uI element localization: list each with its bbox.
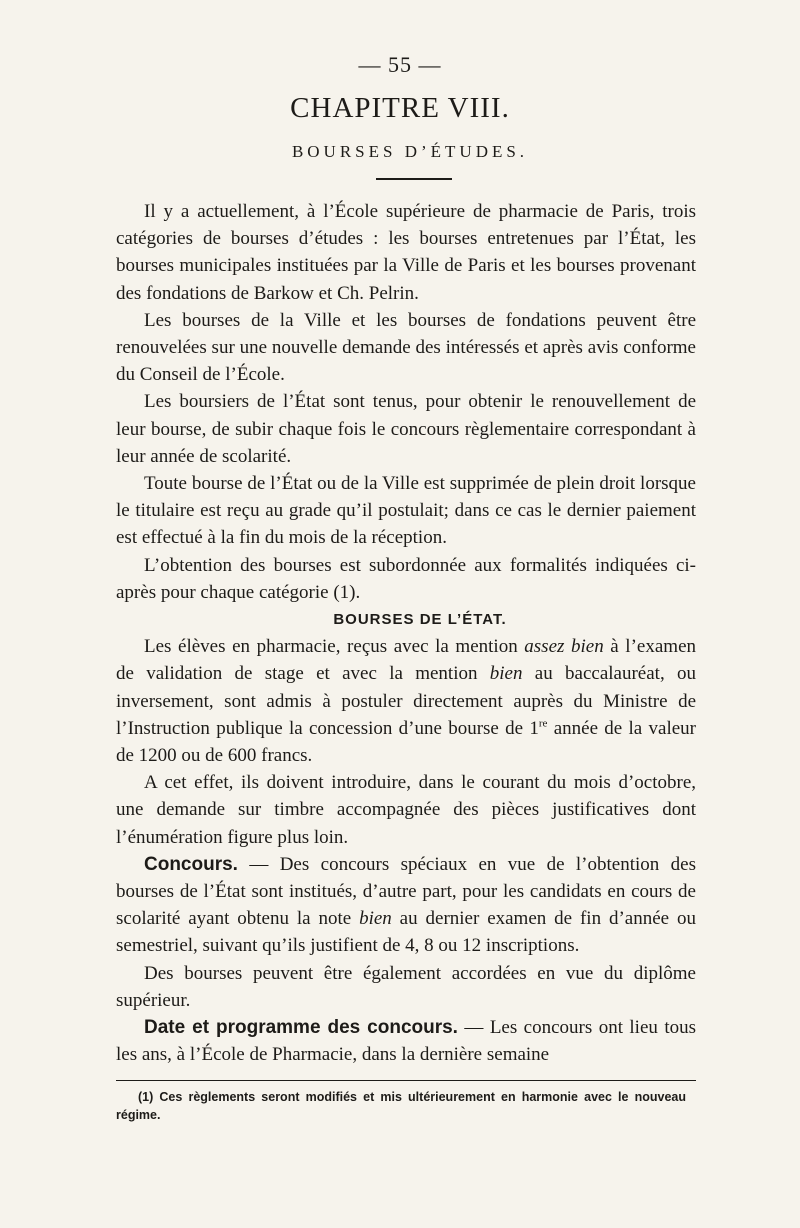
paragraph: Il y a actuellement, à l’École supérieure de pharmacie de Paris, trois catégories de bourses d’études : les bourses entretenues par l’État, les bourses municipales instituées par la Ville de Paris et les bourses provenant des fondations de Barkow et Ch. Pelrin. — [116, 201, 696, 304]
paragraph — [116, 633, 696, 769]
run-in-heading: Concours. — [144, 853, 238, 875]
run-in-heading: Date et programme des concours. — [144, 1017, 458, 1039]
chapter-subtitle: BOURSES D’ÉTUDES. — [291, 142, 529, 161]
text-run: au dernier examen de fin d’année ou semestriel, suivant qu’ils justifient de 4, 8 ou 12 inscriptions. — [116, 908, 696, 957]
paragraph: A cet effet, ils doivent introduire, dans le courant du mois d’octobre, une demande sur timbre accompagnée des pièces justificatives dont l’énumération figure plus loin. — [116, 772, 696, 848]
text-run: — Les concours ont lieu tous les ans, à l’École de Pharmacie, dans la dernière semaine — [116, 1017, 696, 1066]
paragraph: Toute bourse de l’État ou de la Ville est supprimée de plein droit lorsque le titulaire est reçu au grade qu’il postulait; dans ce cas le dernier paiement est effectué à la fin du mois de la réception. — [116, 473, 696, 549]
paragraph: Les boursiers de l’État sont tenus, pour obtenir le renouvellement de leur bourse, de subir chaque fois le concours règlementaire correspondant à leur année de scolarité. — [116, 391, 696, 467]
paragraph — [116, 1014, 696, 1068]
footnote — [116, 1088, 686, 1124]
section-title: BOURSES DE L’ÉTAT. — [333, 611, 507, 629]
emphasis: bien — [489, 663, 523, 685]
footnote-rule — [116, 1080, 696, 1081]
emphasis: bien — [359, 908, 392, 930]
footnote-text: (1) Ces règlements seront modifiés et mis ultérieurement en harmonie avec le nouveau régime. — [116, 1090, 686, 1122]
text-run: — Des concours spéciaux en vue de l’obtention des bourses de l’État sont institués, d’autre part, pour les candidats en cours de scolarité ayant obtenu la note — [116, 853, 696, 930]
paragraph: Des bourses peuvent être également accordées en vue du diplôme supérieur. — [116, 962, 696, 1011]
text-run: Les élèves en pharmacie, reçus avec la mention — [144, 636, 525, 658]
paragraph: Les bourses de la Ville et les bourses de fondations peuvent être renouvelées sur une nouvelle demande des intéressés et après avis conforme du Conseil de l’École. — [116, 309, 696, 386]
superscript: re — [538, 717, 548, 730]
body-text — [116, 198, 696, 1069]
paragraph: L’obtention des bourses est subordonnée aux formalités indiquées ci-après pour chaque catégorie (1). — [116, 554, 696, 603]
title-rule — [376, 178, 452, 180]
paragraph — [116, 851, 696, 960]
text-run: à l’examen de validation de stage et avec la mention — [116, 636, 696, 685]
chapter-title: CHAPITRE VIII. — [290, 92, 510, 124]
emphasis: assez bien — [524, 636, 604, 658]
page-number: — 55 — — [358, 52, 442, 77]
text-run: au baccalauréat, ou inversement, sont admis à postuler directement auprès du Ministre de l’Instruction publique la concession d’une bourse de 1 — [116, 663, 696, 739]
text-run: année de la valeur de 1200 ou de 600 francs. — [116, 717, 696, 767]
